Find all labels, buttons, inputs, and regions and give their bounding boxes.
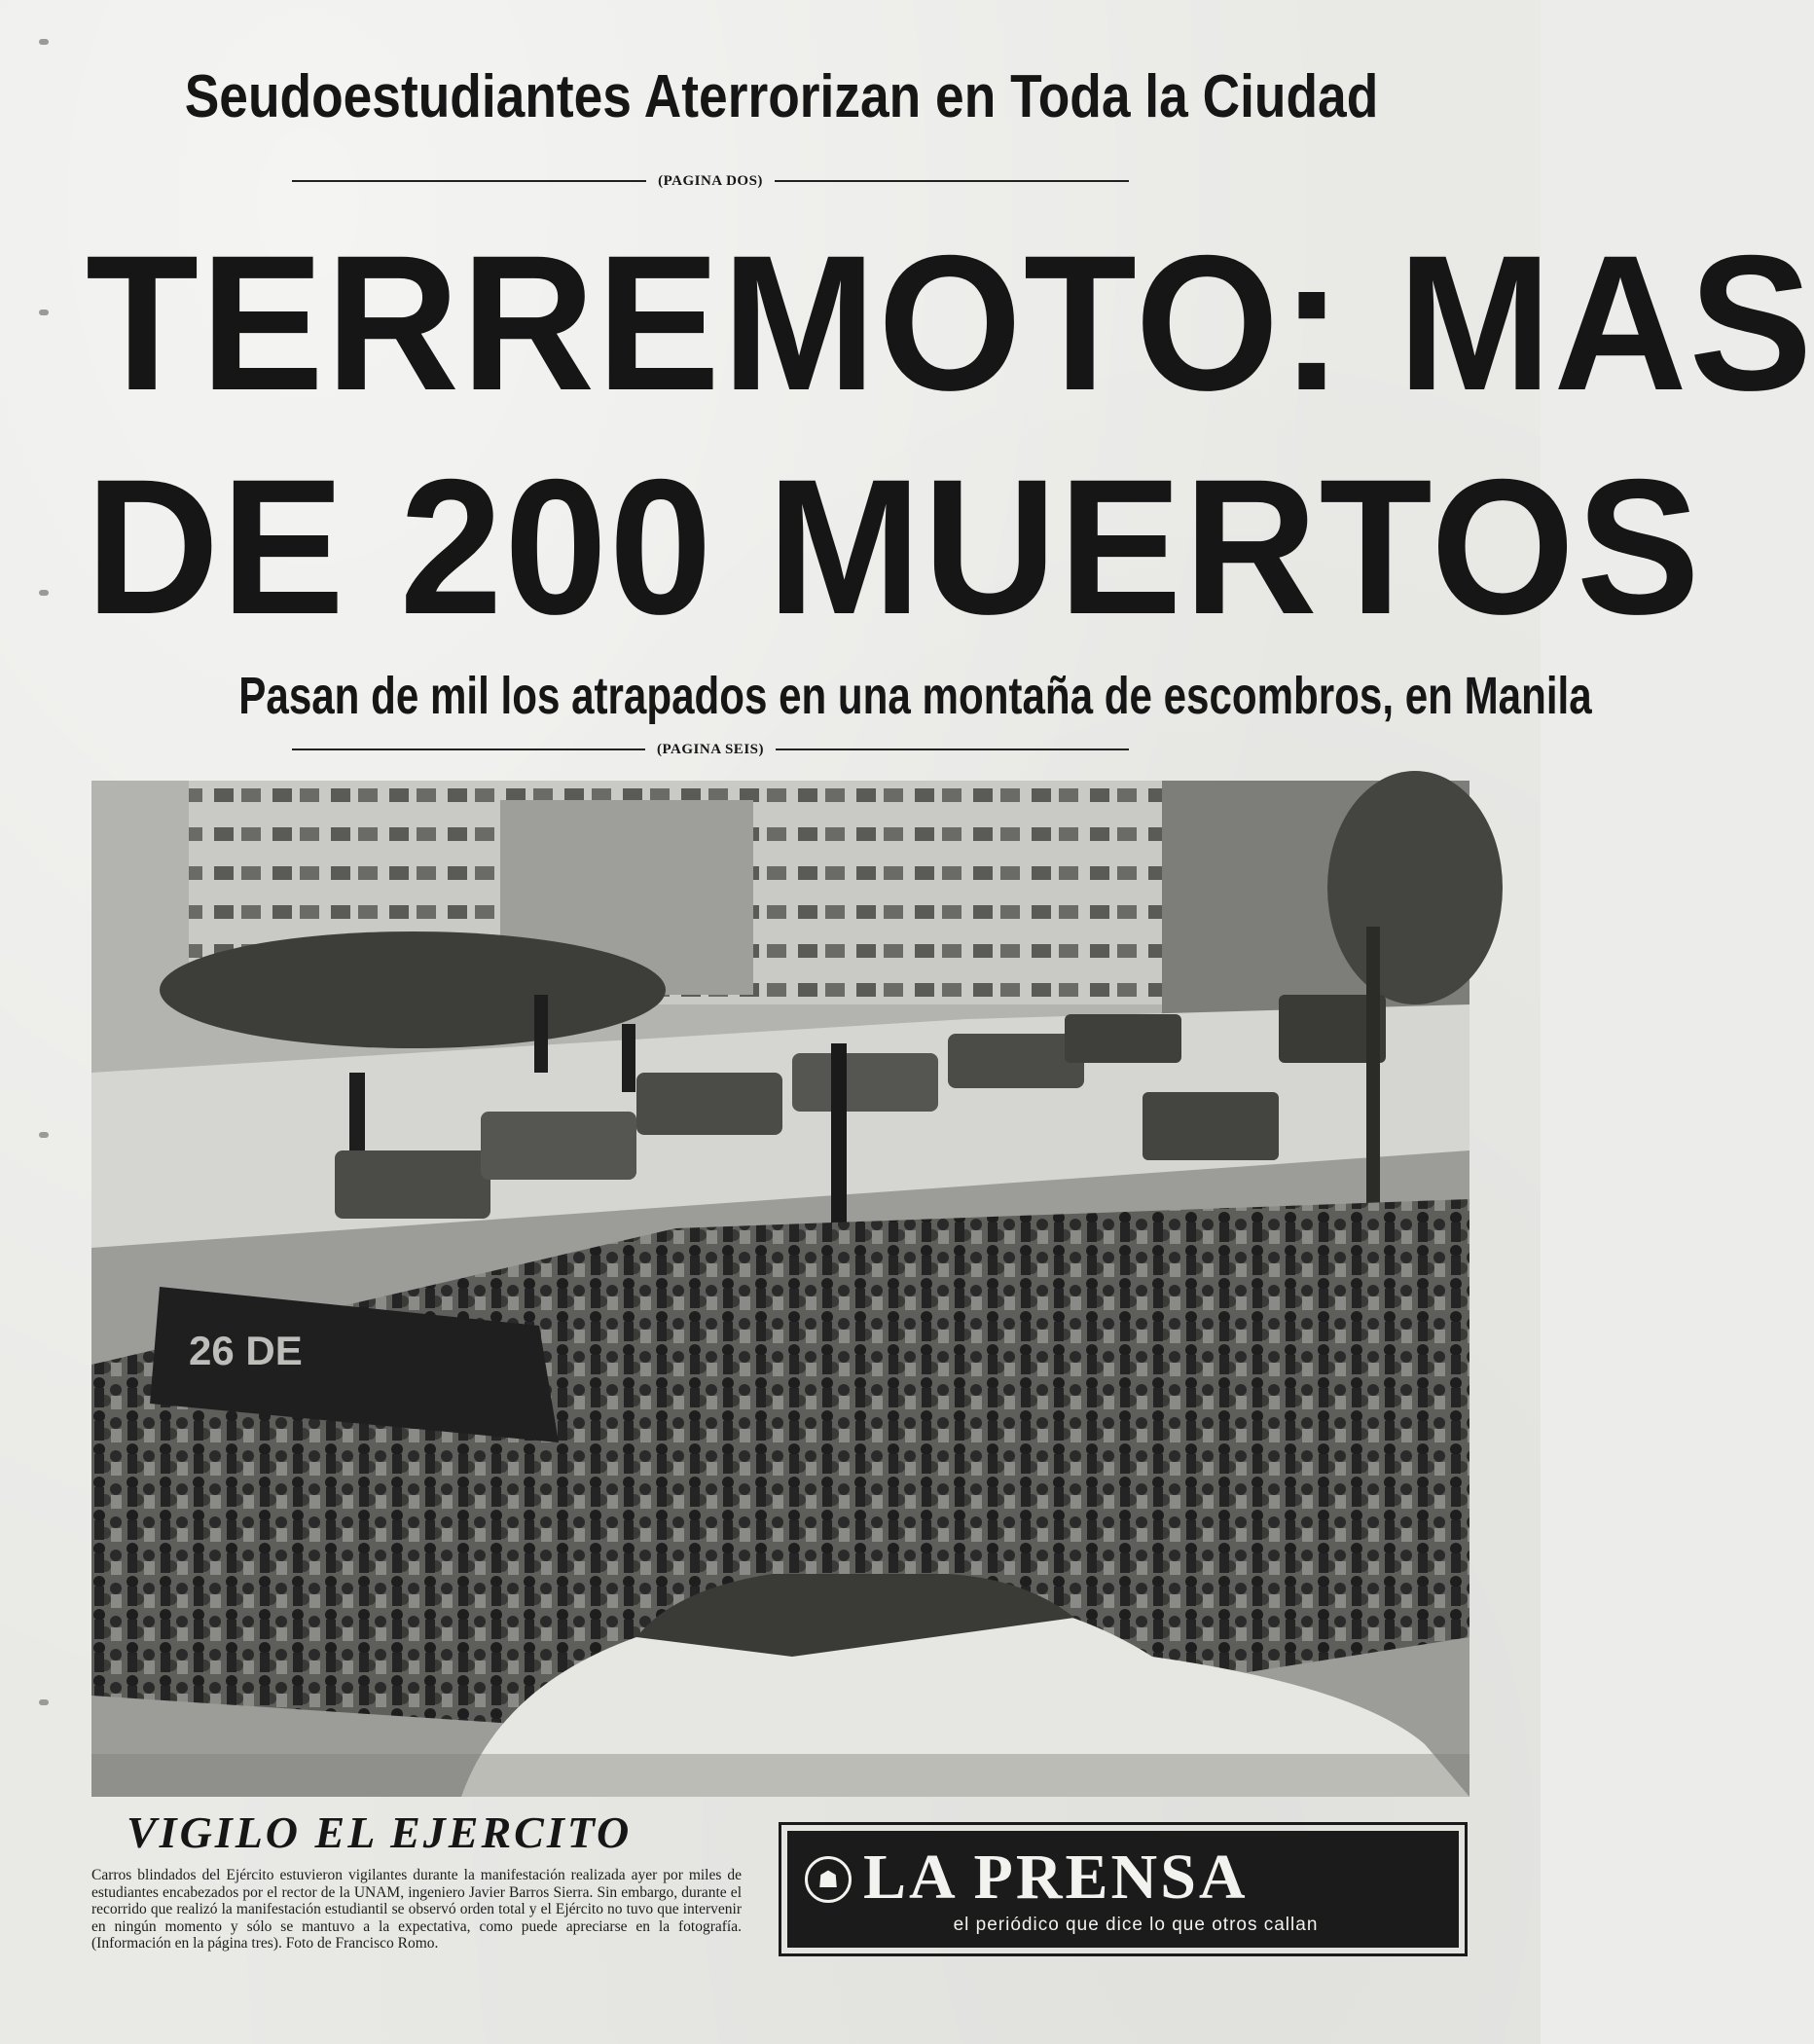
divider [292, 748, 645, 750]
binding-hole-mark [39, 310, 49, 315]
kicker-headline: Seudoestudiantes Aterrorizan en Toda la Ciudad [184, 63, 1379, 130]
page-reference-text: (PAGINA SEIS) [657, 741, 764, 757]
kicker-page-reference [292, 171, 1129, 191]
binding-hole-mark [39, 1132, 49, 1138]
main-headline-line-2: DE 200 MUERTOS [86, 439, 1702, 654]
photo-banner-text: 26 DE [189, 1328, 303, 1373]
caption-text: Carros blindados del Ejército estuvieron vigilantes durante la manifestación realizada ayer por miles de estudiantes encabezados por el rector de la UNAM, ingeniero Javier Barros Sierra. Sin embargo, durante el recorrido que realizó la manifestación estudiantil se observó orden total y el Ejército no tuvo que intervenir en ningún momento y sólo se mantuvo a la expectativa, como puede apreciarse en la fotografía. (Información en la página tres). Foto de Francisco Romo. [91, 1867, 742, 1952]
binding-hole-mark [39, 590, 49, 596]
subheadline: Pasan de mil los atrapados en una montaña de escombros, en Manila [238, 667, 1592, 725]
page-reference-text: (PAGINA DOS) [658, 172, 763, 189]
binding-hole-mark [39, 1699, 49, 1705]
divider [776, 748, 1129, 750]
news-photo [91, 781, 1469, 1797]
main-headline-line-1: TERREMOTO: MAS [86, 215, 1814, 430]
masthead-title: LA PRENSA [863, 1842, 1249, 1913]
deck-page-reference [292, 740, 1129, 759]
binding-hole-mark [39, 39, 49, 45]
la-prensa-masthead [779, 1822, 1468, 1956]
caption-headline: VIGILO EL EJERCITO [127, 1807, 633, 1857]
photo-illustration [91, 781, 1469, 1797]
lion-head-icon: ☗ [805, 1856, 852, 1903]
divider [292, 180, 646, 182]
masthead-slogan: el periódico que dice lo que otros callan [953, 1915, 1319, 1935]
divider [775, 180, 1129, 182]
masthead-panel [787, 1831, 1459, 1948]
